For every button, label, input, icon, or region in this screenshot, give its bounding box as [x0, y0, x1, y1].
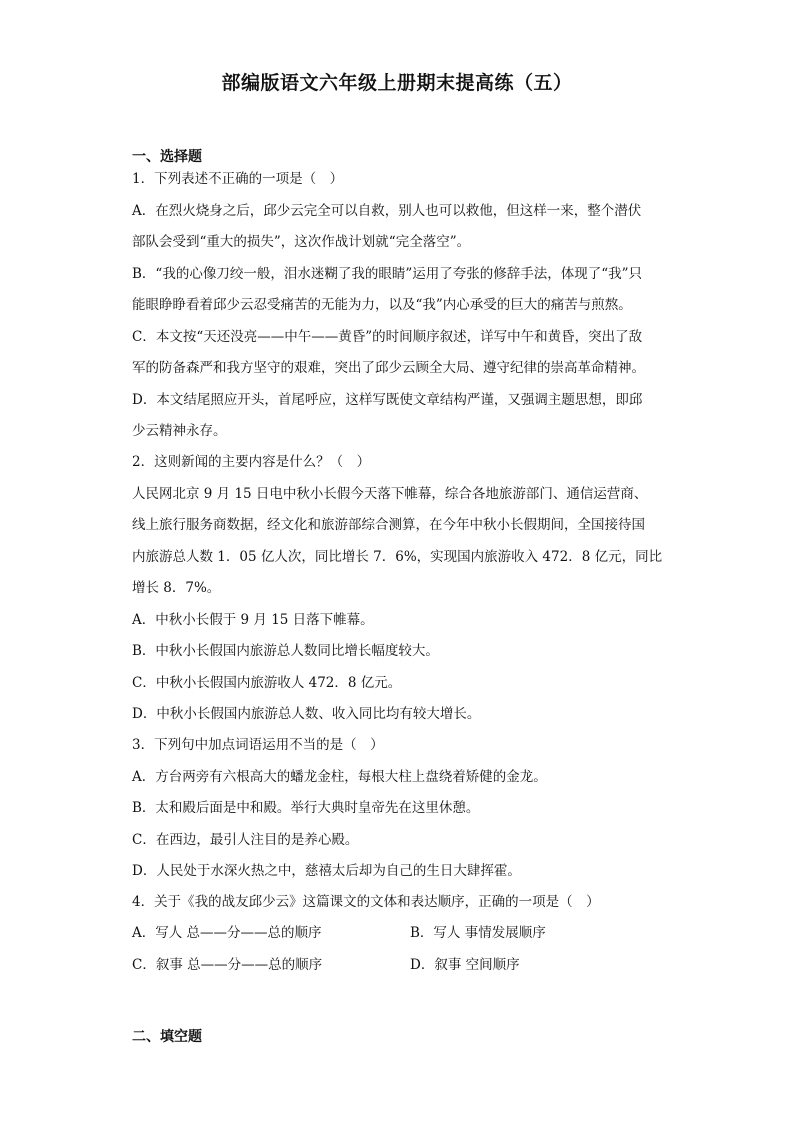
question-2-stem: 2．这则新闻的主要内容是什么？（ ）	[132, 454, 371, 470]
document-title: 部编版语文六年级上册期末提高练（五）	[221, 72, 573, 94]
question-1-line: C．本文按“天还没亮——中午——黄昏”的时间顺序叙述，详写中午和黄昏，突出了敌	[132, 329, 643, 345]
question-1-line: 能眼睁睁看着邱少云忍受痛苦的无能为力，以及“我”内心承受的巨大的痛苦与煎熬。	[132, 297, 632, 313]
question-4-option-a: A．写人 总——分——总的顺序	[132, 925, 322, 941]
section-heading-fill-blank: 二、填空题	[132, 1029, 202, 1045]
question-1-stem: 1．下列表述不正确的一项是（ ）	[132, 171, 344, 187]
question-3-option-d: D．人民处于水深火热之中，慈禧太后却为自己的生日大肆挥霍。	[132, 863, 521, 879]
question-2-line: 线上旅行服务商数据，经文化和旅游部综合测算，在今年中秋小长假期间，全国接待国	[132, 517, 645, 533]
question-1-line: D．本文结尾照应开头，首尾呼应，这样写既使文章结构严谨，又强调主题思想，即邱	[132, 392, 643, 408]
question-1-line: A．在烈火烧身之后，邱少云完全可以自救，别人也可以救他，但这样一来，整个潜伏	[132, 203, 642, 219]
question-2-line: 内旅游总人数 1．05 亿人次，同比增长 7．6%，实现国内旅游收入 472．8 亿元，同比	[132, 549, 663, 565]
question-2-line: 增长 8．7%。	[132, 580, 221, 596]
question-2-option-b: B．中秋小长假国内旅游总人数同比增长幅度较大。	[132, 643, 439, 659]
question-2-line: 人民网北京 9 月 15 日电中秋小长假今天落下帷幕，综合各地旅游部门、通信运营商、	[132, 486, 648, 502]
question-4-option-b: B．写人 事情发展顺序	[410, 925, 546, 941]
question-1-line: 少云精神永存。	[132, 423, 227, 439]
question-4-stem: 4．关于《我的战友邱少云》这篇课文的文体和表达顺序，正确的一项是（ ）	[132, 894, 600, 910]
question-3-option-a: A．方台两旁有六根高大的蟠龙金柱，每根大柱上盘绕着矫健的金龙。	[132, 769, 547, 785]
question-3-option-b: B．太和殿后面是中和殿。举行大典时皇帝先在这里休憩。	[132, 800, 480, 816]
question-1-line: 部队会受到“重大的损失”，这次作战计划就“完全落空”。	[132, 234, 471, 250]
section-heading-choice: 一、选择题	[132, 149, 202, 165]
question-1-line: B．“我的心像刀绞一般，泪水迷糊了我的眼睛”运用了夸张的修辞手法，体现了“我”只	[132, 266, 643, 282]
question-3-stem: 3．下列句中加点词语运用不当的是（ ）	[132, 737, 384, 753]
question-4-option-d: D．叙事 空间顺序	[410, 957, 520, 973]
question-2-option-a: A．中秋小长假于 9 月 15 日落下帷幕。	[132, 612, 374, 628]
question-3-option-c: C．在西边，最引人注目的是养心殿。	[132, 832, 359, 848]
question-1-line: 军的防备森严和我方坚守的艰难，突出了邱少云顾全大局、遵守纪律的崇高革命精神。	[132, 360, 645, 376]
question-4-option-c: C．叙事 总——分——总的顺序	[132, 957, 323, 973]
question-2-option-d: D．中秋小长假国内旅游总人数、收入同比均有较大增长。	[132, 706, 481, 722]
question-2-option-c: C．中秋小长假国内旅游收人 472．8 亿元。	[132, 675, 402, 691]
